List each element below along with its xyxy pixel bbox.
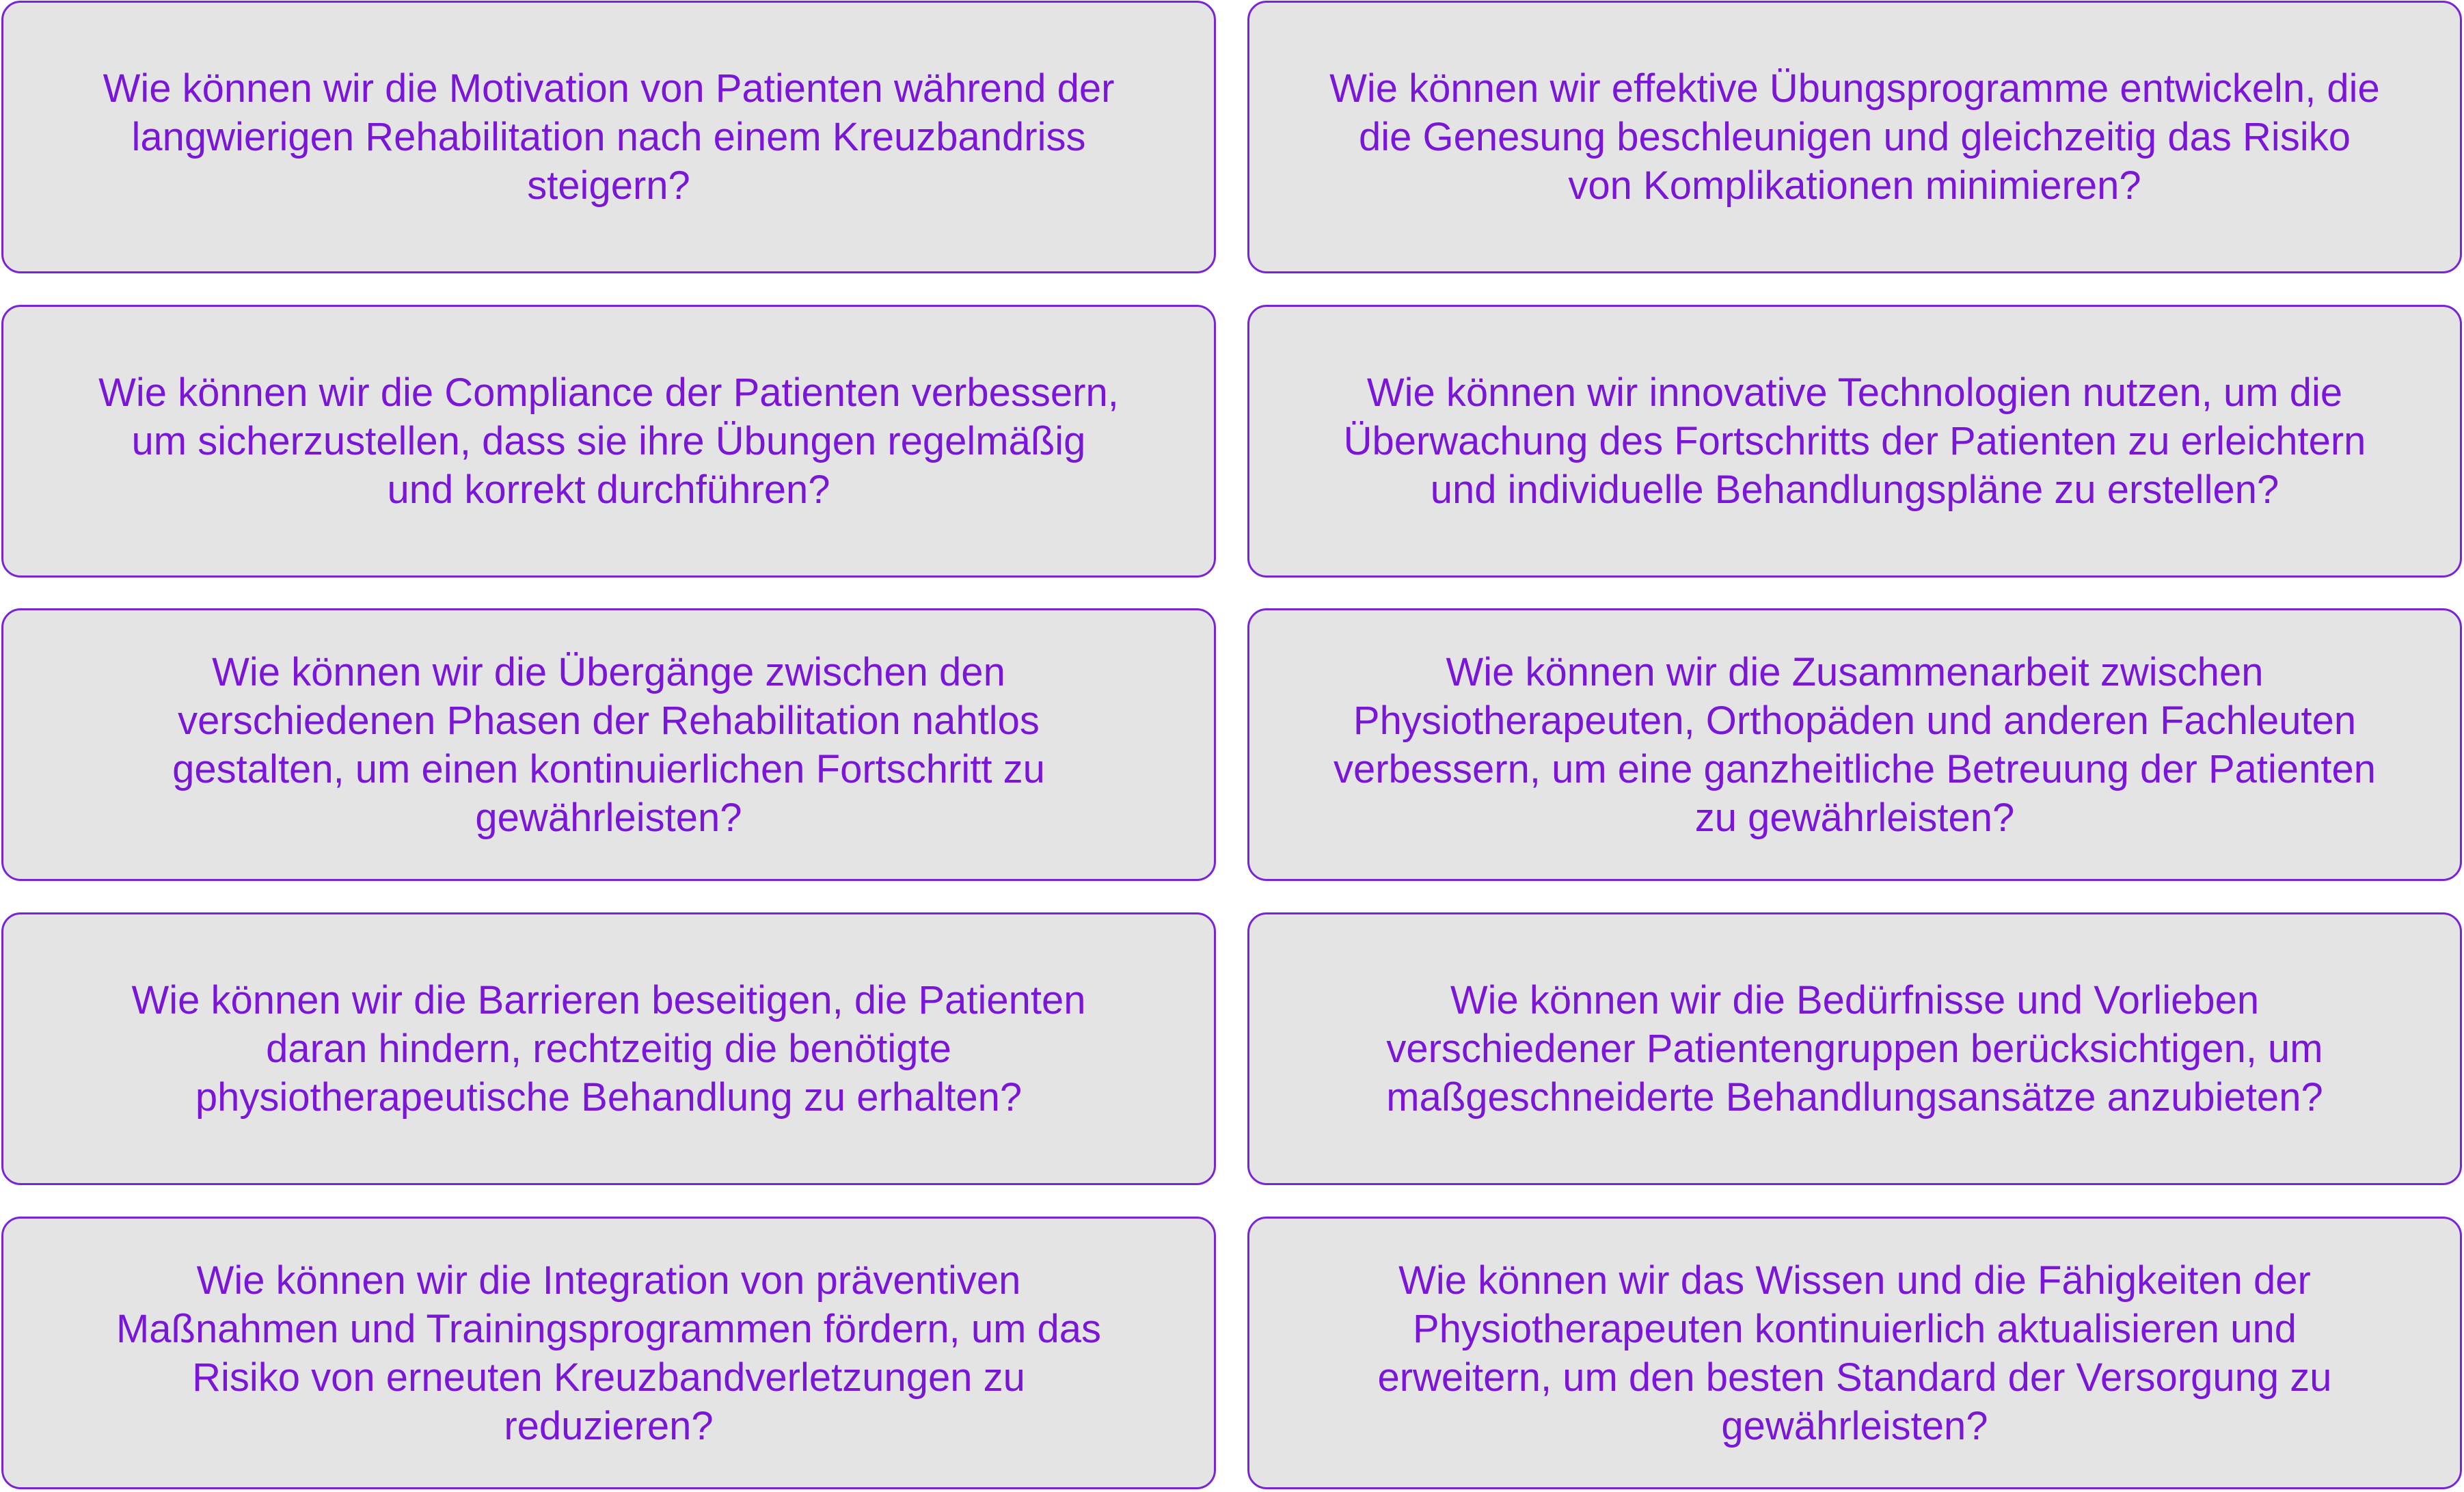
question-text: Wie können wir das Wissen und die Fähigkeiten der Physiotherapeuten kontinuierlich aktualisieren und erweitern, um den besten Standard der Versorgung zu gewährleisten? [1377,1258,2332,1448]
question-text: Wie können wir innovative Technologien nutzen, um die Überwachung des Fortschritts der Patienten zu erleichtern und individuelle Behandlungspläne zu erstellen? [1343,370,2366,512]
question-text: Wie können wir die Compliance der Patienten verbessern, um sicherzustellen, dass sie ihre Übungen regelmäßig und korrekt durchführen? [98,370,1119,512]
question-card [1,1217,1216,1489]
question-text: Wie können wir die Zusammenarbeit zwischen Physiotherapeuten, Orthopäden und anderen Fachleuten verbessern, um eine ganzheitliche Betreuung der Patienten zu gewährleisten? [1333,649,2377,840]
question-text: Wie können wir effektive Übungsprogramme entwickeln, die die Genesung beschleunigen und gleichzeitig das Risiko von Komplikationen minimieren? [1329,66,2380,208]
question-card [1247,1,2462,273]
question-text: Wie können wir die Motivation von Patienten während der langwierigen Rehabilitation nach einem Kreuzbandriss steigern? [103,66,1115,208]
question-card [1,912,1216,1185]
question-card [1247,1217,2462,1489]
question-card [1247,912,2462,1185]
question-text: Wie können wir die Integration von präventiven Maßnahmen und Trainingsprogrammen fördern, um das Risiko von erneuten Kreuzbandverletzungen zu reduzieren? [116,1258,1102,1448]
question-card [1247,608,2462,881]
question-text: Wie können wir die Übergänge zwischen den verschiedenen Phasen der Rehabilitation nahtlos gestalten, um einen kontinuierlichen Fortschritt zu gewährleisten? [172,649,1045,840]
question-card [1,608,1216,881]
question-card [1,1,1216,273]
question-card [1,305,1216,578]
question-text: Wie können wir die Barrieren beseitigen, die Patienten daran hindern, rechtzeitig die benötigte physiotherapeutische Behandlung zu erhalten? [131,978,1086,1120]
question-text: Wie können wir die Bedürfnisse und Vorlieben verschiedener Patientengruppen berücksichtigen, um maßgeschneiderte Behandlungsansätze anzubieten? [1386,978,2323,1120]
question-card [1247,305,2462,578]
